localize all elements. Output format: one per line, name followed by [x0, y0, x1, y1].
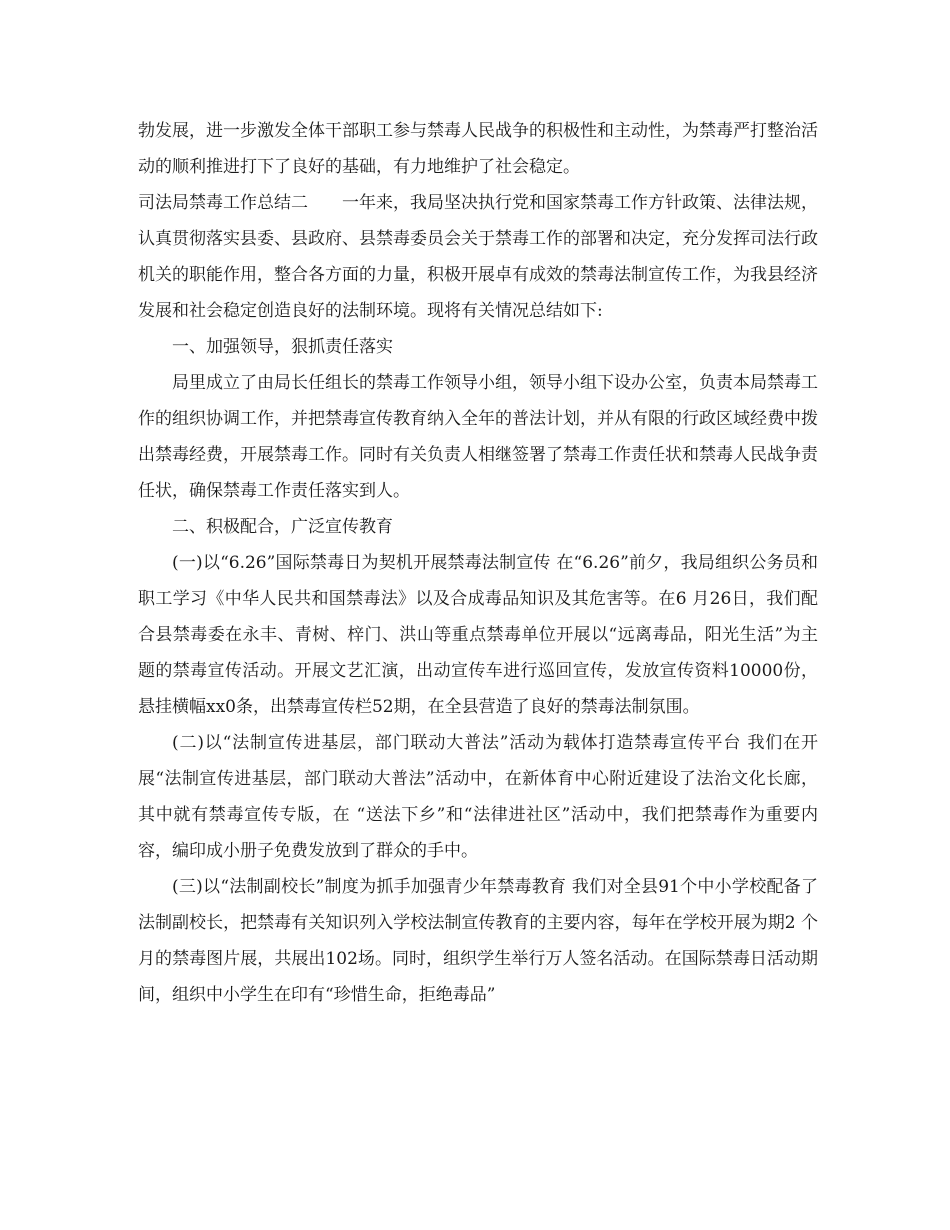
paragraph-grassroots: (二)以“法制宣传进基层，部门联动大普法”活动为载体打造禁毒宣传平台 我们在开展“法制宣传进基层，部门联动大普法”活动中，在新体育中心附近建设了法治文化长廊，其中就有禁毒宣传专版，在 “送法下乡”和“法律进社区”活动中，我们把禁毒作为重要内容，编印成小册子免费发放到了群众的手中。	[138, 733, 818, 861]
section-heading-leadership: 一、加强领导，狠抓责任落实	[172, 337, 393, 357]
paragraph-leadership: 局里成立了由局长任组长的禁毒工作领导小组，领导小组下设办公室，负责本局禁毒工作的组织协调工作，并把禁毒宣传教育纳入全年的普法计划，并从有限的行政区域经费中拨出禁毒经费，开展禁毒工作。同时有关负责人相继签署了禁毒工作责任状和禁毒人民战争责任状，确保禁毒工作责任落实到人。	[138, 373, 818, 501]
paragraph-youth-education: (三)以“法制副校长”制度为抓手加强青少年禁毒教育 我们对全县91个中小学校配备了法制副校长，把禁毒有关知识列入学校法制宣传教育的主要内容，每年在学校开展为期2 个月的禁毒图片展，共展出102场。同时，组织学生举行万人签名活动。在国际禁毒日活动期间，组织中小学生在印有“珍惜生命，拒绝毒品”	[138, 877, 818, 1005]
paragraph-summary-two-intro: 司法局禁毒工作总结二 一年来，我局坚决执行党和国家禁毒工作方针政策、法律法规，认真贯彻落实县委、县政府、县禁毒委员会关于禁毒工作的部署和决定，充分发挥司法行政机关的职能作用，整合各方面的力量，积极开展卓有成效的禁毒法制宣传工作，为我县经济发展和社会稳定创造良好的法制环境。现将有关情况总结如下:	[138, 193, 818, 321]
section-heading-publicity: 二、积极配合，广泛宣传教育	[172, 517, 393, 537]
paragraph-continuation: 勃发展，进一步激发全体干部职工参与禁毒人民战争的积极性和主动性，为禁毒严打整治活动的顺利推进打下了良好的基础，有力地维护了社会稳定。	[138, 121, 818, 177]
document-page	[138, 113, 818, 1013]
paragraph-626-day: (一)以“6.26”国际禁毒日为契机开展禁毒法制宣传 在“6.26”前夕，我局组织公务员和职工学习《中华人民共和国禁毒法》以及合成毒品知识及其危害等。在6 月26日，我们配合县禁毒委在永丰、青树、梓门、洪山等重点禁毒单位开展以“远离毒品，阳光生活”为主题的禁毒宣传活动。开展文艺汇演，出动宣传车进行巡回宣传，发放宣传资料10000份，悬挂横幅xx0条，出禁毒宣传栏52期，在全县营造了良好的禁毒法制氛围。	[138, 553, 818, 717]
